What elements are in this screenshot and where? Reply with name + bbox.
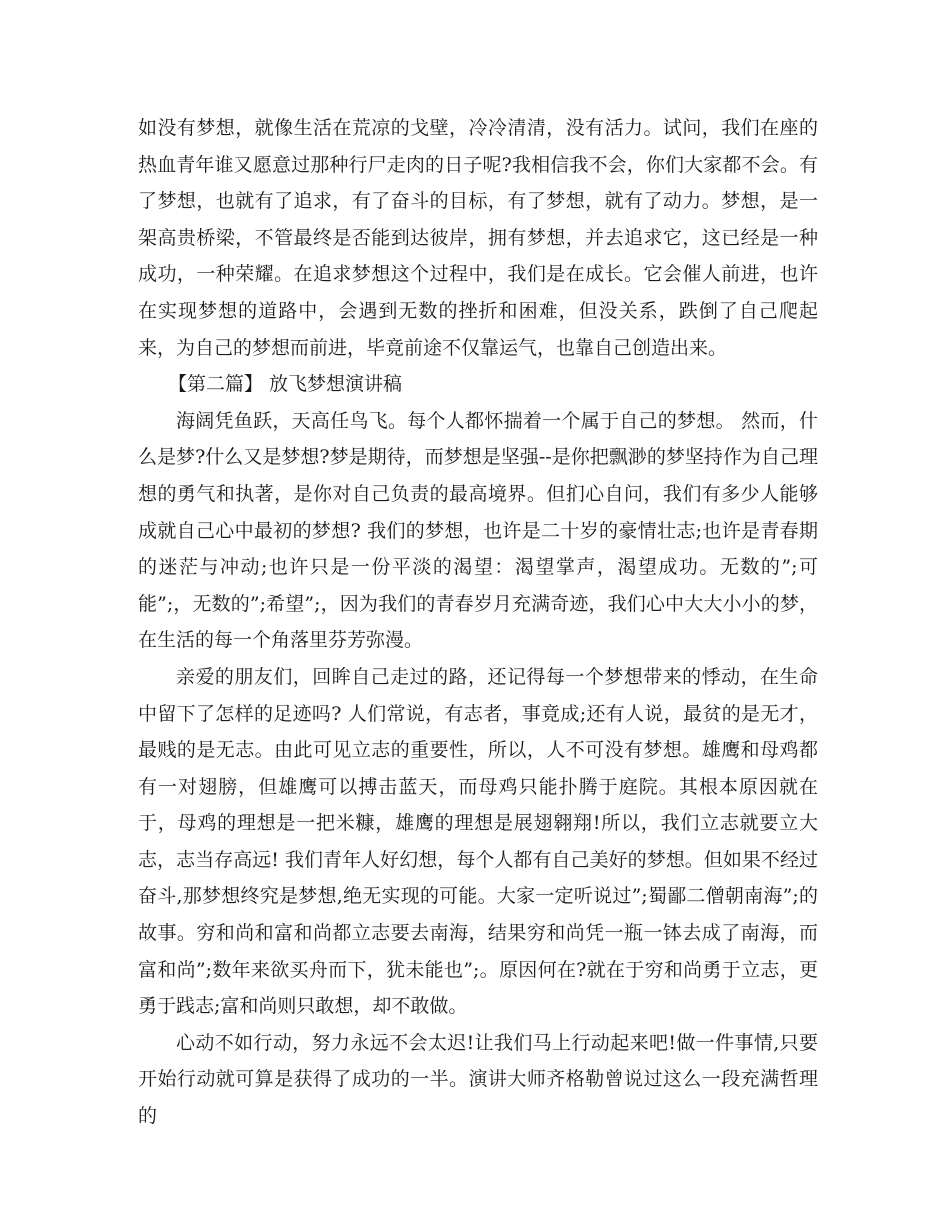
section-heading: 【第二篇】 放飞梦想演讲稿	[168, 373, 403, 396]
paragraph-action: 心动不如行动，努力永远不会太迟!让我们马上行动起来吧!做一件事情,只要开始行动就可算是获得了成功的一半。演讲大师齐格勒曾说过这么一段充满哲理的	[138, 1031, 818, 1128]
paragraph-friends: 亲爱的朋友们，回眸自己走过的路，还记得每一个梦想带来的悸动，在生命中留下了怎样的足迹吗? 人们常说，有志者，事竟成;还有人说，最贫的是无才，最贱的是无志。由此可见立志的重要性，所以，人不可没有梦想。雄鹰和母鸡都有一对翅膀，但雄鹰可以搏击蓝天，而母鸡只能扑腾于庭院。其根本原因就在于，母鸡的理想是一把米糠，雄鹰的理想是展翅翱翔!所以，我们立志就要立大志，志当存高远! 我们青年人好幻想，每个人都有自己美好的梦想。但如果不经过奋斗,那梦想终究是梦想,绝无实现的可能。大家一定听说过”;蜀鄙二僧朝南海”;的故事。穷和尚和富和尚都立志要去南海，结果穷和尚凭一瓶一钵去成了南海，而富和尚”;数年来欲买舟而下，犹未能也”;。原因何在?就在于穷和尚勇于立志，更勇于践志;富和尚则只敢想，却不敢做。	[138, 665, 818, 1018]
document-body	[138, 110, 818, 1135]
paragraph-intro: 海阔凭鱼跃，天高任鸟飞。每个人都怀揣着一个属于自己的梦想。 然而，什么是梦?什么又是梦想?梦是期待，而梦想是坚强--是你把飘渺的梦坚持作为自己理想的勇气和执著，是你对自己负责的最高境界。但扪心自问，我们有多少人能够成就自己心中最初的梦想? 我们的梦想，也许是二十岁的豪情壮志;也许是青春期的迷茫与冲动;也许只是一份平淡的渴望：渴望掌声，渴望成功。无数的”;可能”;，无数的”;希望”;，因为我们的青春岁月充满奇迹，我们心中大大小小的梦，在生活的每一个角落里芬芳弥漫。	[138, 409, 818, 652]
paragraph-dream-continuation: 如没有梦想，就像生活在荒凉的戈壁，冷冷清清，没有活力。试问，我们在座的热血青年谁又愿意过那种行尸走肉的日子呢?我相信我不会，你们大家都不会。有了梦想，也就有了追求，有了奋斗的目标，有了梦想，就有了动力。梦想，是一架高贵桥梁，不管最终是否能到达彼岸，拥有梦想，并去追求它，这已经是一种成功，一种荣耀。在追求梦想这个过程中，我们是在成长。它会催人前进，也许在实现梦想的道路中，会遇到无数的挫折和困难，但没关系，跌倒了自己爬起来，为自己的梦想而前进，毕竟前途不仅靠运气，也靠自己创造出来。	[138, 117, 818, 359]
